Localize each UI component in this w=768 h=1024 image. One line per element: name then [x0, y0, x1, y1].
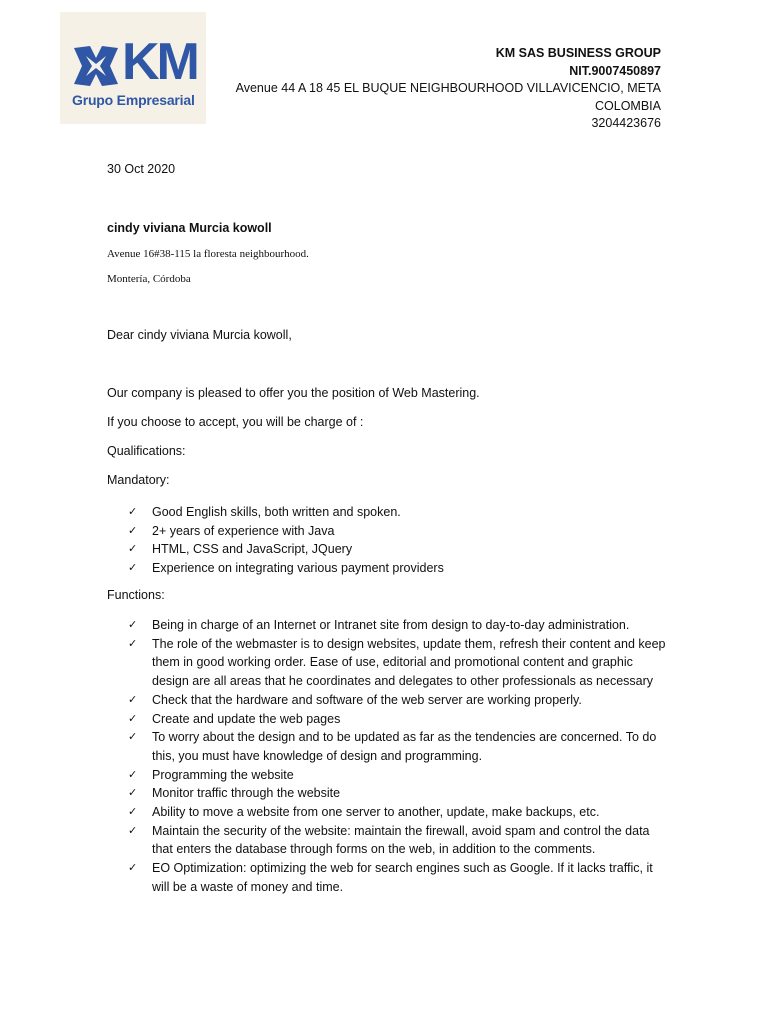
list-item [107, 822, 667, 859]
intro-paragraph: Our company is pleased to offer you the position of Web Mastering. [107, 386, 480, 400]
list-item-text: 2+ years of experience with Java [152, 523, 335, 538]
company-country: COLOMBIA [595, 98, 661, 113]
checkmark-icon: ✓ [128, 618, 138, 631]
list-item-text: Being in charge of an Internet or Intranet site from design to day-to-day administration. [152, 618, 630, 632]
checkmark-icon: ✓ [128, 730, 138, 744]
list-item-text: Maintain the security of the website: maintain the firewall, avoid spam and control the data that enters the database through forms on the web, in addition to the comments. [152, 823, 650, 857]
list-item-text: The role of the webmaster is to design websites, update them, refresh their content and keep them in good working order. Ease of use, editorial and promotional content and graphic design are all areas that he coordinates and delegates to other professionals as necessary [152, 636, 666, 689]
list-item [107, 503, 667, 522]
list-item [107, 559, 667, 578]
list-item [107, 635, 667, 691]
qualifications-heading: Qualifications: [107, 444, 186, 458]
list-item-text: Ability to move a website from one server to another, update, make backups, etc. [152, 805, 600, 820]
recipient-address-line-1: Avenue 16#38-115 la floresta neighbourhood. [107, 248, 309, 260]
list-item [107, 784, 667, 803]
checkmark-icon: ✓ [128, 786, 138, 800]
checkmark-icon: ✓ [128, 636, 138, 650]
company-name: KM SAS BUSINESS GROUP [495, 46, 661, 60]
list-item [107, 522, 667, 541]
checkmark-icon: ✓ [128, 805, 138, 819]
list-item-text: Check that the hardware and software of the web server are working properly. [152, 692, 582, 707]
recipient-name: cindy viviana Murcia kowoll [107, 221, 272, 235]
checkmark-icon: ✓ [128, 767, 138, 781]
list-item-text: Good English skills, both written and spoken. [152, 505, 401, 519]
checkmark-icon: ✓ [128, 692, 138, 706]
company-header [236, 45, 661, 133]
checkmark-icon: ✓ [128, 823, 138, 837]
list-item-text: Monitor traffic through the website [152, 786, 341, 801]
list-item-text: To worry about the design and to be updated as far as the tendencies are concerned. To do this, you must have knowledge of design and programming. [152, 730, 657, 763]
salutation: Dear cindy viviana Murcia kowoll, [107, 328, 292, 342]
functions-heading: Functions: [107, 588, 165, 602]
checkmark-icon: ✓ [128, 711, 138, 725]
logo-subtitle: Grupo Empresarial [72, 92, 195, 108]
list-item [107, 859, 667, 896]
functions-list [107, 616, 667, 897]
logo-text: KM [122, 33, 197, 91]
list-item [107, 540, 667, 559]
list-item [107, 710, 667, 729]
list-item-text: Experience on integrating various payment providers [152, 561, 444, 576]
mandatory-list [107, 503, 667, 578]
list-item [107, 616, 667, 635]
list-item-text: Programming the website [152, 767, 294, 782]
list-item-text: Create and update the web pages [152, 711, 341, 726]
checkmark-icon: ✓ [128, 542, 138, 556]
company-logo [60, 12, 206, 124]
list-item [107, 766, 667, 785]
list-item [107, 728, 667, 765]
duty-line: If you choose to accept, you will be charge of : [107, 415, 364, 429]
recipient-address-line-2: Montería, Córdoba [107, 273, 191, 285]
checkmark-icon: ✓ [128, 861, 138, 875]
company-nit: NIT.9007450897 [569, 63, 661, 78]
checkmark-icon: ✓ [128, 523, 138, 537]
company-phone: 3204423676 [591, 116, 661, 131]
company-address: Avenue 44 A 18 45 EL BUQUE NEIGHBOURHOOD VILLAVICENCIO, META [235, 81, 661, 96]
mandatory-heading: Mandatory: [107, 473, 170, 487]
list-item [107, 803, 667, 822]
checkmark-icon: ✓ [128, 505, 138, 518]
list-item-text: HTML, CSS and JavaScript, JQuery [152, 542, 353, 557]
checkmark-icon: ✓ [128, 561, 138, 575]
logo-mark-icon [72, 42, 120, 90]
letter-date: 30 Oct 2020 [107, 162, 176, 176]
list-item [107, 691, 667, 710]
list-item-text: EO Optimization: optimizing the web for search engines such as Google. If it lacks traffic, it will be a waste of money and time. [152, 861, 653, 894]
